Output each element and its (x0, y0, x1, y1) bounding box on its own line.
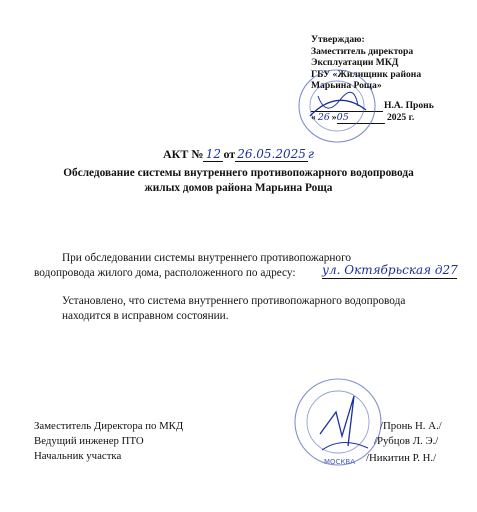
address-value: ул. Октябрьская д27 (322, 263, 458, 277)
act-number: 12 (203, 147, 223, 162)
act-date: 26.05.2025 (237, 147, 306, 161)
approval-org-line1: ГБУ «Жилищник района (311, 68, 422, 80)
approval-date-close: » (331, 112, 337, 123)
stamp-bottom-text: МОСКВА (324, 458, 355, 466)
signature-position-2: Ведущий инженер ПТО (34, 435, 144, 447)
act-subtitle-line1: Обследование системы внутреннего противопожарного водопровода (63, 167, 414, 179)
signature-name-1: /Пронь Н. А./ (380, 420, 442, 432)
act-year-suffix: г (307, 147, 314, 161)
para1-line1: При обследовании системы внутреннего противопожарного (62, 252, 352, 264)
stamp-top (296, 66, 378, 146)
approval-org-line2: Марьина Роща» (311, 80, 382, 92)
approval-heading: Утверждаю: (311, 34, 365, 45)
approval-date-year: 2025 г. (387, 112, 415, 123)
act-title (0, 147, 477, 162)
approval-date-open: « (311, 112, 316, 123)
signature-position-1: Заместитель Директора по МКД (34, 420, 184, 432)
approval-signer-name: Н.А. Пронь (384, 100, 434, 111)
para1-line2: водопровода жилого дома, расположенного по адресу: (34, 267, 296, 279)
act-subtitle (20, 166, 457, 196)
approval-position-line2: Эксплуатации МКД (311, 57, 399, 69)
signature-name-3: /Никитин Р. Н./ (366, 452, 437, 464)
signature-position-3: Начальник участка (34, 450, 122, 462)
signature-name-2: /Рубцов Л. Э./ (374, 435, 439, 447)
approval-date-month: 05 (337, 112, 385, 124)
approval-position-line1: Заместитель директора (311, 45, 414, 57)
act-from-word: от (223, 147, 236, 161)
approval-date-day: 26 (317, 112, 330, 123)
act-subtitle-line2: жилых домов района Марьина Роща (144, 182, 333, 194)
para2-line2: находится в исправном состоянии. (62, 310, 229, 322)
para2-line1: Установлено, что система внутреннего противопожарного водопровода (62, 295, 406, 307)
act-number-prefix: АКТ № (163, 147, 204, 161)
